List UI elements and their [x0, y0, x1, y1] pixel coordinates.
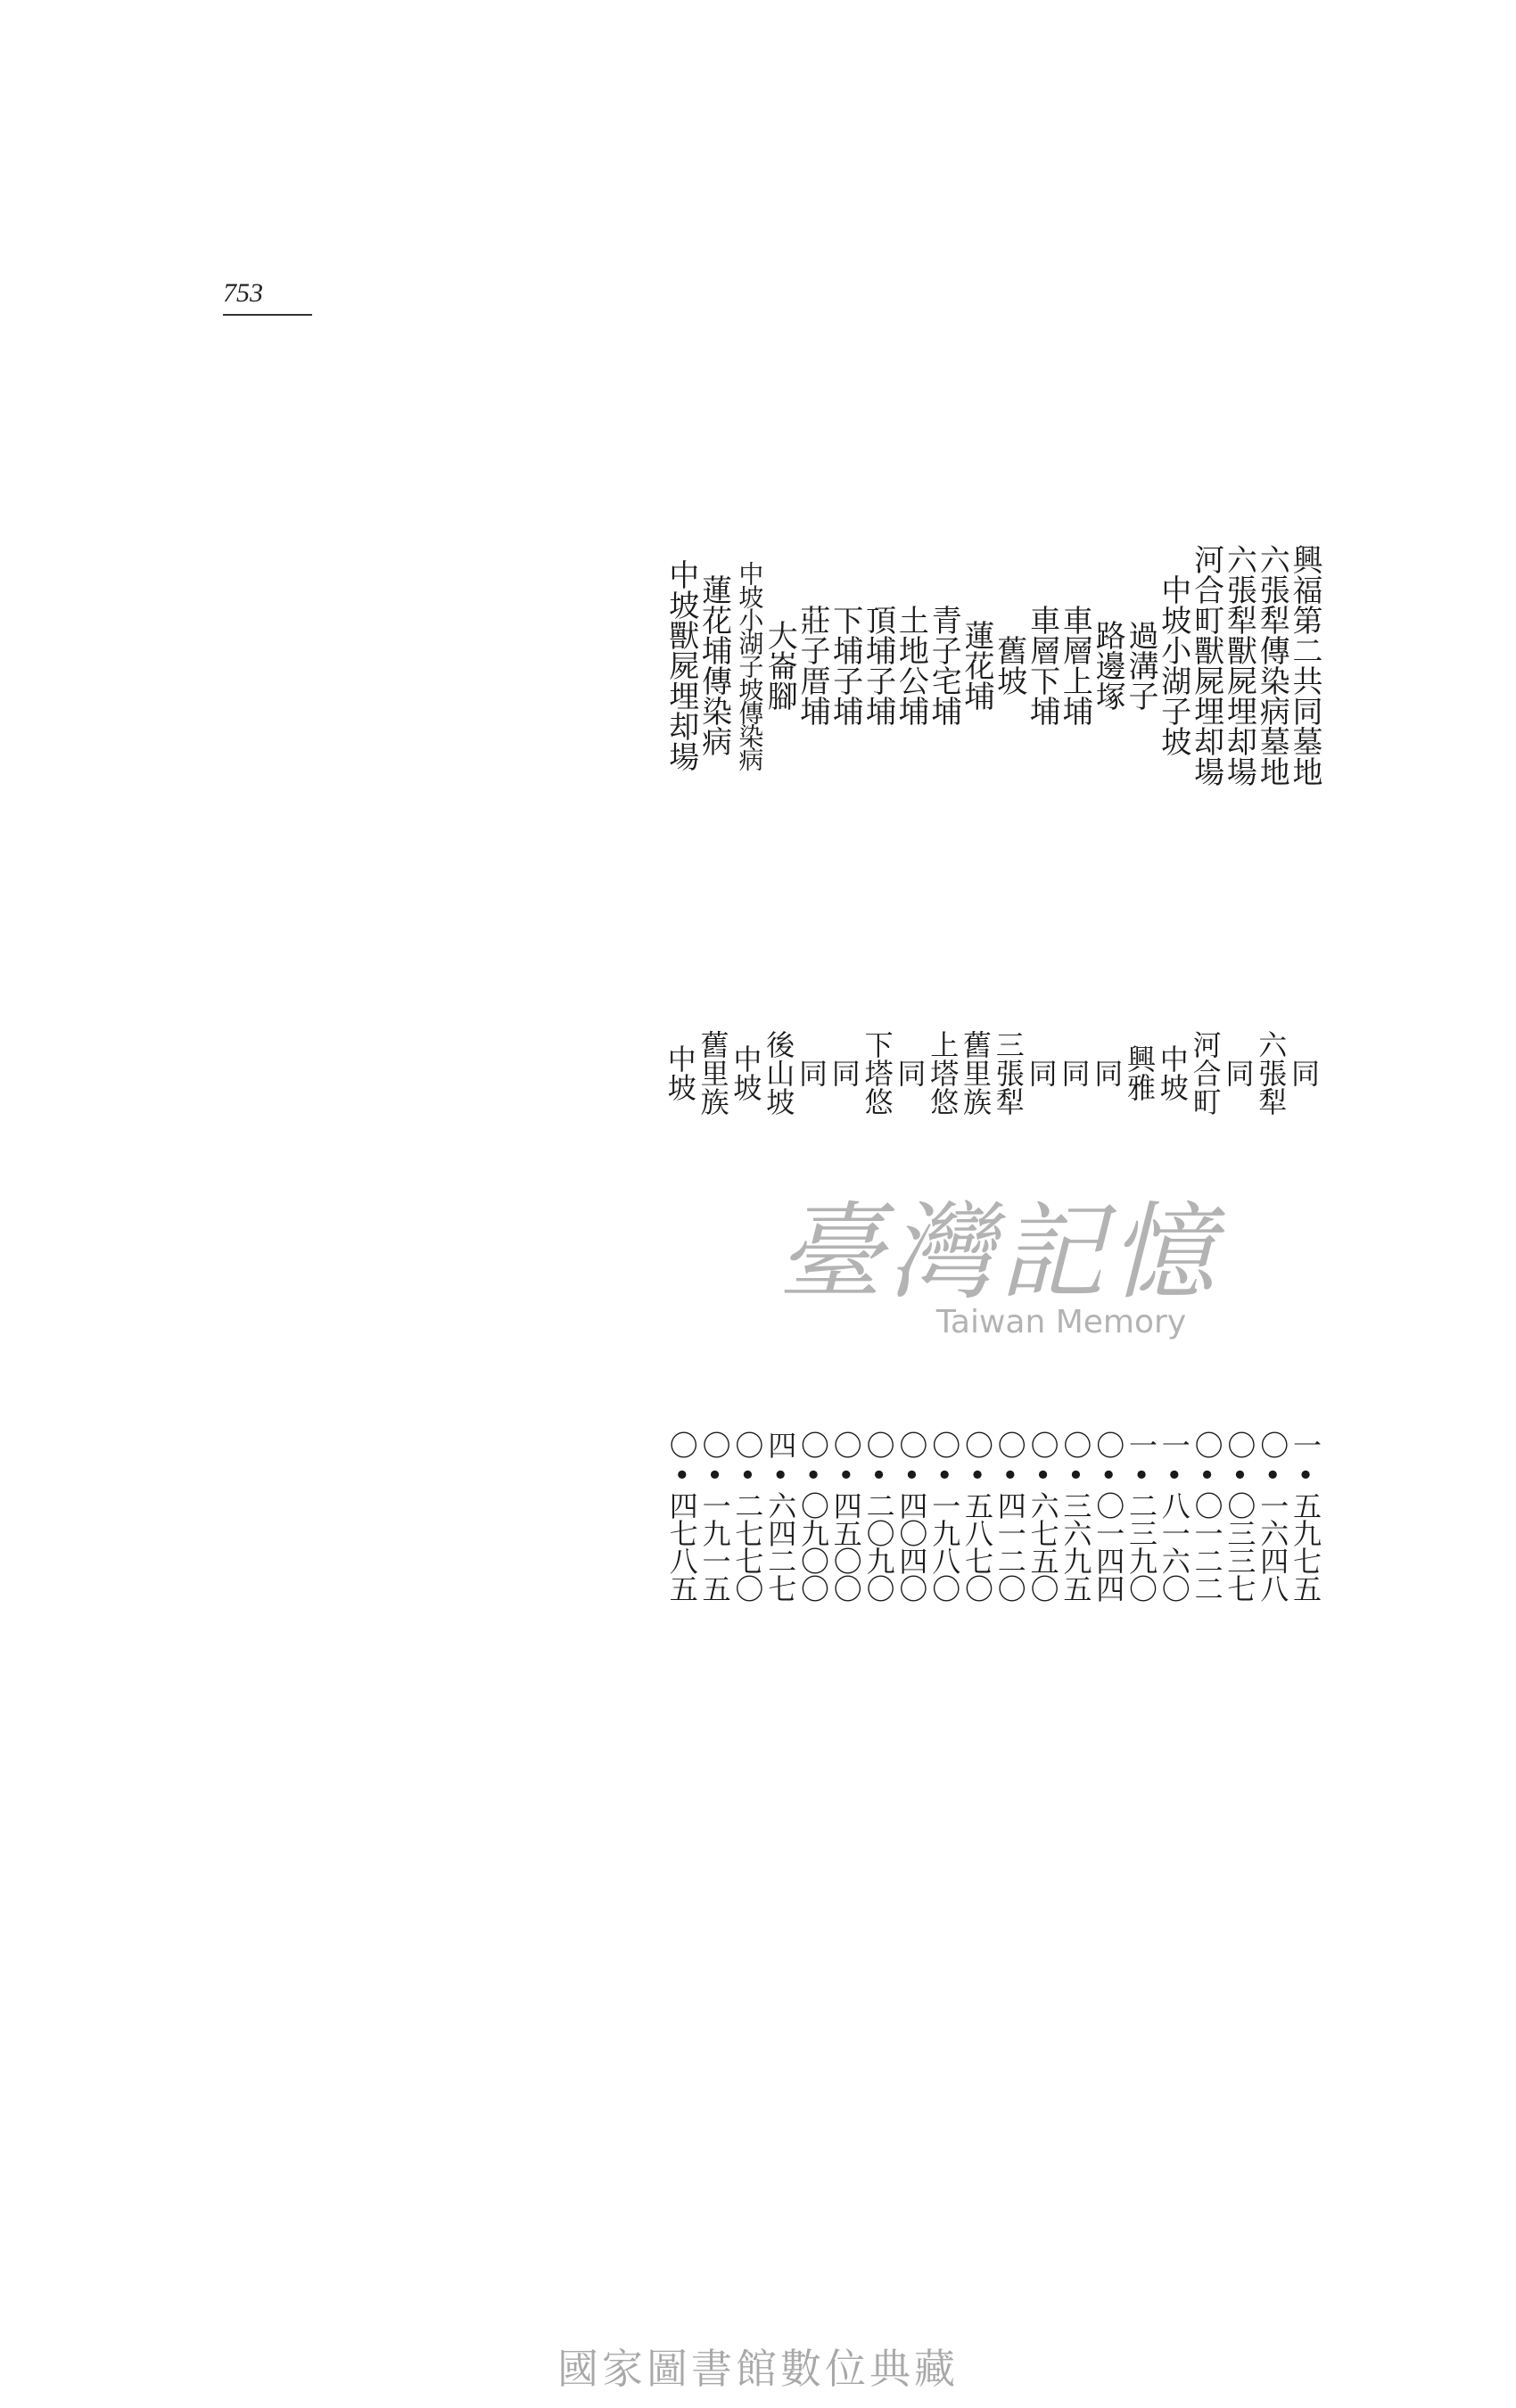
row-8-area: 〇•三六九五: [1059, 1431, 1093, 1602]
row-6-area: 一•二三九〇: [1125, 1431, 1158, 1602]
row-15-location: 同: [827, 1059, 861, 1087]
row-8-location: 同: [1057, 1059, 1092, 1087]
row-18-area: 〇•二七七〇: [730, 1431, 765, 1602]
row-5-location: 中坡: [1155, 1044, 1190, 1101]
row-1-location: 同: [1287, 1059, 1321, 1087]
row-13-name: 土地公埔: [893, 605, 929, 726]
row-12-location: 上塔悠: [926, 1030, 960, 1116]
row-20-area: 〇•四七八五: [664, 1431, 699, 1602]
row-12-name: 青子宅埔: [926, 605, 962, 726]
row-7-area: 〇•〇一四四: [1092, 1431, 1126, 1602]
row-17-name: 大崙腳: [762, 620, 798, 711]
row-4-name: 河合町獸屍埋却場: [1188, 544, 1224, 787]
row-8-name: 車層上埔: [1057, 605, 1093, 726]
watermark: [740, 1191, 1257, 1373]
row-2-name: 六張犁傳染病墓地: [1254, 544, 1290, 787]
row-18-location: 中坡: [729, 1044, 763, 1101]
row-3-area: 〇•〇三三七: [1223, 1431, 1257, 1602]
row-5-area: 一•八一六〇: [1157, 1431, 1191, 1602]
page-number-underline: [223, 314, 312, 316]
watermark-subtitle: Taiwan Memory: [935, 1303, 1187, 1340]
row-15-name: 下埔子埔: [827, 605, 863, 726]
row-3-name: 六張犁獸屍埋却場: [1221, 544, 1257, 787]
row-17-area: 四•六四二七: [763, 1431, 798, 1602]
row-2-location: 六張犁: [1254, 1030, 1289, 1116]
row-7-location: 同: [1090, 1059, 1125, 1087]
row-15-area: 〇•四五〇〇: [828, 1431, 863, 1602]
footer-collection-label: 國家圖書館數位典藏: [557, 2345, 959, 2393]
row-14-name: 頂埔子埔: [860, 605, 896, 726]
row-1-name: 興福第二共同墓地: [1287, 544, 1322, 787]
row-14-location: 下塔悠: [860, 1030, 894, 1116]
row-4-area: 〇•〇一二二: [1190, 1431, 1224, 1602]
row-1-area: 一•五九七五: [1289, 1431, 1322, 1602]
row-16-name: 莊子厝埔: [795, 605, 830, 726]
row-3-location: 同: [1221, 1059, 1256, 1087]
row-10-name: 舊坡: [991, 635, 1027, 696]
row-16-area: 〇•〇九〇〇: [796, 1431, 830, 1602]
row-11-area: 〇•五八七〇: [960, 1431, 994, 1602]
row-13-location: 同: [893, 1059, 927, 1087]
row-18-name: 中坡小湖子坡傳染病: [735, 561, 765, 770]
row-20-location: 中坡: [663, 1044, 697, 1101]
row-9-area: 〇•六七五〇: [1026, 1431, 1060, 1602]
row-20-name: 中坡獸屍埋却場: [663, 559, 699, 771]
row-10-location: 三張犁: [991, 1030, 1026, 1116]
row-19-name: 蓮花埔傳染病: [696, 574, 732, 756]
row-10-area: 〇•四一二〇: [993, 1431, 1027, 1602]
row-12-area: 〇•一九八〇: [927, 1431, 962, 1602]
row-2-area: 〇•一六四八: [1256, 1431, 1290, 1602]
row-19-area: 〇•一九一五: [697, 1431, 732, 1602]
row-6-name: 過溝子: [1123, 620, 1158, 711]
row-11-name: 蓮花埔: [959, 620, 994, 711]
row-11-location: 舊里族: [959, 1030, 993, 1116]
row-19-location: 舊里族: [696, 1030, 730, 1116]
row-5-name: 中坡小湖子坡: [1155, 574, 1191, 756]
row-16-location: 同: [795, 1059, 828, 1087]
row-13-area: 〇•四〇四〇: [894, 1431, 929, 1602]
row-4-location: 河合町: [1188, 1030, 1223, 1116]
row-14-area: 〇•二〇九〇: [861, 1431, 896, 1602]
row-7-name: 路邊塚: [1090, 620, 1126, 711]
watermark-title: 臺灣記憶: [777, 1191, 1220, 1314]
row-9-name: 車層下埔: [1024, 605, 1060, 726]
row-9-location: 同: [1024, 1059, 1059, 1087]
row-6-location: 興雅: [1123, 1044, 1157, 1101]
page-number: 753: [223, 278, 263, 308]
row-17-location: 後山坡: [762, 1030, 796, 1116]
